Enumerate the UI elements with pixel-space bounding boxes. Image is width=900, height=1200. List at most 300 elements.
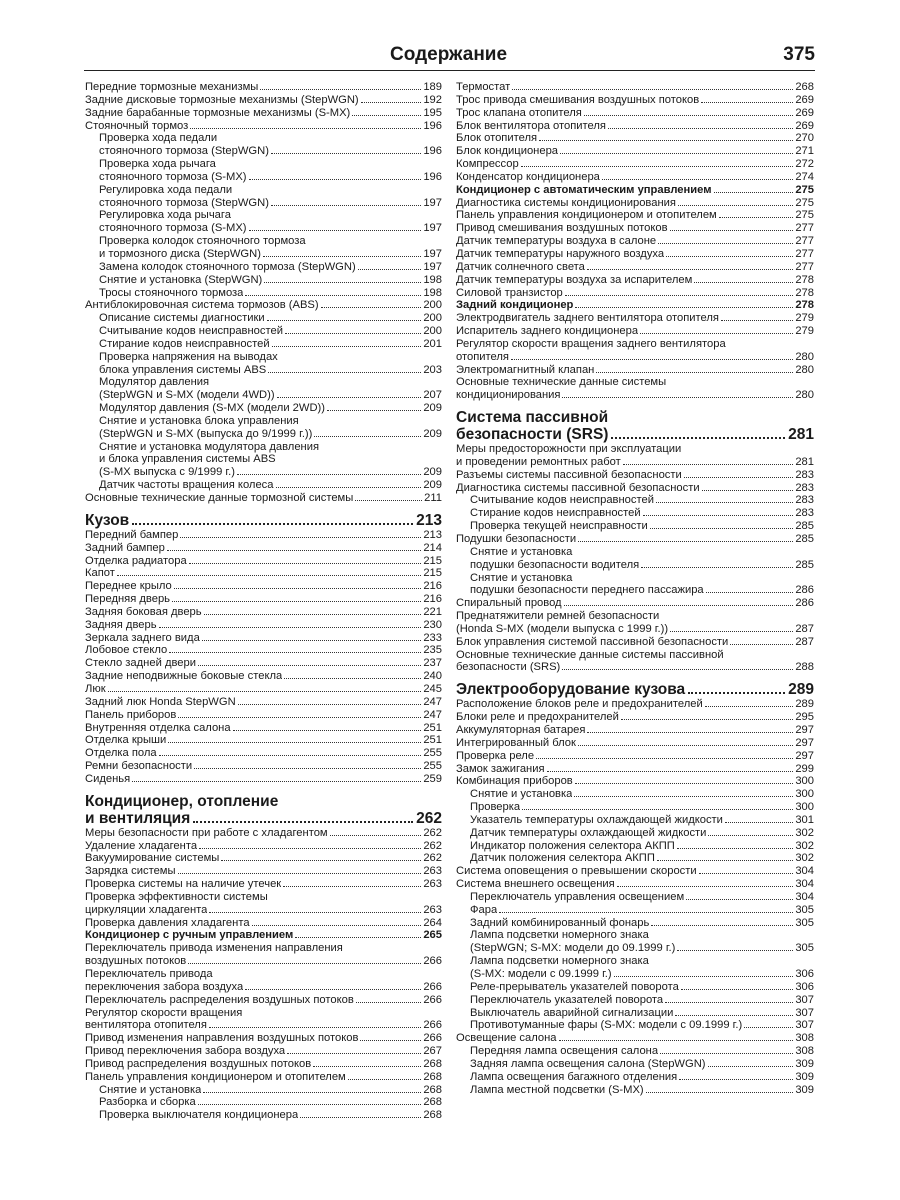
toc-entry [456,775,814,788]
dot-leader [209,912,421,913]
toc-entry-text: Снятие и установка модулятора давления [99,440,320,453]
toc-page-number: 272 [795,158,814,171]
toc-entry-title: Система оповещения о превышении скорости [456,865,697,878]
toc-entry-title: Зеркала заднего вида [85,631,200,644]
toc-page-number: 268 [423,1083,442,1096]
toc-entry-title: Внутренняя отделка салона [85,721,231,734]
dot-leader [159,627,422,628]
dot-leader [714,192,794,193]
toc-entry [85,644,442,657]
toc-entry [456,312,814,325]
toc-entry [456,107,814,120]
toc-entry-title: Задняя лампа освещения салона (StepWGN) [470,1057,706,1070]
toc-entry-title: Задние барабанные тормозные механизмы (S-MX) [85,106,351,119]
toc-entry-title: Передний бампер [85,528,179,541]
toc-entry [85,261,442,274]
toc-page-number: 304 [795,878,814,891]
toc-entry [85,747,442,760]
toc-page-number: 277 [795,247,814,260]
dot-leader [209,1027,421,1028]
dot-leader [268,372,421,373]
toc-page-number: 263 [423,878,442,891]
dot-leader [193,821,413,823]
toc-entry-title: и тормозного диска (StepWGN) [99,247,261,260]
toc-entry-title: стояночного тормоза (S-MX) [99,170,247,183]
toc-entry-title: Стекло задней двери [85,657,196,670]
toc-entry [85,722,442,735]
toc-page-number: 309 [795,1057,814,1070]
toc-entry-title: Диагностика системы кондиционирования [456,196,676,209]
toc-entry-text: и блока управления системы ABS [99,453,276,466]
toc-page-number: 200 [423,299,442,312]
toc-page-number: 262 [423,826,442,839]
toc-entry-title: Основные технические данные тормозной системы [85,492,354,504]
toc-page-number: 200 [423,312,442,325]
toc-entry-title: Конденсатор кондиционера [456,170,600,183]
toc-entry [85,840,442,853]
toc-page-number: 263 [423,865,442,878]
toc-entry-title: Передние тормозные механизмы [85,81,259,93]
toc-right-column [456,81,814,1096]
dot-leader [178,873,422,874]
toc-entry [456,994,814,1007]
toc-page-number: 233 [423,631,442,644]
dot-leader [677,950,793,951]
toc-entry [85,428,442,441]
toc-entry-title: Проверка выключателя кондиционера [99,1109,299,1122]
toc-page-number: 295 [795,711,814,724]
toc-page-number: 277 [795,260,814,273]
toc-entry [85,542,442,555]
toc-entry [456,917,814,930]
toc-page-number: 237 [423,657,442,670]
toc-page-number: 281 [788,426,814,444]
toc-entry-text: Регулятор скорости вращения [85,1006,243,1019]
toc-entry-title: (StepWGN и S-MX (модели 4WD)) [99,389,275,402]
dot-leader [705,706,794,707]
toc-entry-title: (S-MX выпуска с 9/1999 г.) [99,466,235,479]
toc-page-number: 275 [795,209,814,222]
toc-entry [456,1045,814,1058]
toc-entry-title: Проверка реле [456,749,535,762]
toc-page-number: 304 [795,865,814,878]
toc-page-number: 262 [423,852,442,865]
toc-entry-title: Вакуумирование системы [85,852,220,865]
toc-entry-title: Электродвигатель заднего вентилятора отопителя [456,312,719,325]
dot-leader [199,848,421,849]
toc-page-number: 300 [795,775,814,788]
toc-entry-title: Задняя боковая дверь [85,605,202,618]
toc-page-number: 255 [423,760,442,773]
toc-entry [85,760,442,773]
toc-entry [456,132,814,145]
toc-entry-title: (StepWGN; S-MX: модели до 09.1999 г.) [470,942,676,955]
dot-leader [327,410,421,411]
toc-entry [85,1096,442,1109]
dot-leader [522,809,793,810]
dot-leader [611,437,785,439]
toc-entry [456,724,814,737]
dot-leader [203,1092,421,1093]
toc-entry [85,389,442,402]
toc-entry [456,1032,814,1045]
toc-entry [456,737,814,750]
toc-entry-title: стояночного тормоза (StepWGN) [99,196,269,209]
toc-entry [456,559,814,572]
toc-entry [456,788,814,801]
toc-page-number: 307 [795,1006,814,1019]
dot-leader [249,230,422,231]
toc-entry [85,852,442,865]
toc-entry-title: блока управления системы ABS [99,363,267,376]
dot-leader [356,1002,422,1003]
toc-page-number: 196 [423,170,442,183]
toc-entry [85,94,442,107]
toc-page-number: 307 [795,993,814,1006]
toc-entry-title: Датчик температуры воздуха в салоне [456,235,657,248]
toc-entry-text: Модулятор давления [99,376,210,389]
toc-page-number: 265 [423,929,442,942]
toc-entry-title: Меры безопасности при работе с хладагентом [85,826,328,839]
dot-leader [204,614,422,615]
dot-leader [233,730,422,731]
toc-entry-title: Датчик положения селектора АКПП [470,852,655,865]
toc-page-number: 299 [795,762,814,775]
toc-page-number: 300 [795,788,814,801]
toc-page-number: 235 [423,644,442,657]
toc-page-number: 278 [795,299,814,312]
dot-leader [730,644,793,645]
toc-page-number: 215 [423,554,442,567]
toc-entry [85,606,442,619]
toc-entry-text: Проверка напряжения на выводах [99,350,278,363]
dot-leader [650,528,794,529]
toc-entry-title: Переключатель распределения воздушных потоков [85,993,354,1006]
toc-spacer [85,786,442,793]
toc-entry-text: Преднатяжители ремней безопасности [456,610,660,623]
toc-entry [456,482,814,495]
toc-entry-text: Снятие и установка [470,545,573,558]
toc-entry-title: Система внешнего освещения [456,878,615,891]
toc-entry [456,891,814,904]
toc-entry [85,670,442,683]
toc-page-number: 240 [423,670,442,683]
toc-entry [85,955,442,968]
dot-leader [536,758,793,759]
toc-entry-title: Аккумуляторная батарея [456,723,586,736]
dot-leader [348,1079,422,1080]
dot-leader [539,140,793,141]
toc-entry-title: вентилятора отопителя [85,1019,207,1032]
toc-entry-title: Задние неподвижные боковые стекла [85,670,283,683]
dot-leader [641,567,793,568]
dot-leader [512,89,793,90]
dot-leader [285,333,421,334]
toc-entry-title: Модулятор давления (S-MX (модели 2WD)) [99,402,325,415]
toc-entry [456,274,814,287]
toc-entry-title: Проверка давления хладагента [85,916,250,929]
toc-page-number: 266 [423,1019,442,1032]
dot-leader [643,515,794,516]
toc-page-number: 289 [788,681,814,699]
toc-page-number: 283 [795,481,814,494]
toc-page-number: 216 [423,593,442,606]
toc-entry-title: Отделка крыши [85,734,167,747]
dot-leader [547,771,794,772]
dot-leader [719,217,794,218]
toc-entry [85,619,442,632]
dot-leader [321,307,422,308]
toc-entry-title: Выключатель аварийной сигнализации [470,1006,674,1019]
toc-page-number: 251 [423,721,442,734]
dot-leader [614,976,794,977]
toc-page-number: 213 [423,528,442,541]
toc-page-number: 266 [423,955,442,968]
page-title: Содержание [390,44,508,65]
toc-entry [456,469,814,482]
toc-entry-title: Переключатель указателей поворота [470,993,664,1006]
toc-entry-title: Трос привода смешивания воздушных потоков [456,93,700,106]
dot-leader [174,588,422,589]
toc-page-number: 221 [423,605,442,618]
dot-leader [706,592,794,593]
toc-entry-title: Сиденья [85,772,131,785]
toc-section-entry [456,426,814,443]
toc-entry-text: Лампа подсветки номерного знака [470,955,649,968]
toc-section-title: Кузов [85,511,130,529]
dot-leader [314,436,421,437]
toc-page-number: 302 [795,839,814,852]
toc-page-number: 207 [423,389,442,402]
toc-entry [85,222,442,235]
header-rule [84,70,815,71]
toc-entry [85,696,442,709]
toc-entry [456,520,814,533]
toc-entry-title: Замена колодок стояночного тормоза (StepWGN) [99,260,356,273]
toc-entry [456,94,814,107]
toc-page-number: 269 [795,119,814,132]
dot-leader [656,502,793,503]
toc-page-number: 274 [795,170,814,183]
toc-entry [85,580,442,593]
dot-leader [640,333,793,334]
toc-entry [456,1019,814,1032]
toc-entry-title: подушки безопасности переднего пассажира [470,584,704,597]
toc-entry [85,555,442,568]
toc-entry-title: Задняя дверь [85,618,157,631]
toc-entry [85,364,442,377]
dot-leader [608,128,793,129]
toc-page-number: 209 [423,402,442,415]
dot-leader [702,490,794,491]
dot-leader [117,575,421,576]
dot-leader [178,717,421,718]
dot-leader [708,835,793,836]
toc-page-number: 247 [423,708,442,721]
toc-page-number: 300 [795,801,814,814]
toc-page-number: 280 [795,389,814,402]
toc-entry [85,593,442,606]
toc-entry [456,584,814,597]
dot-leader [560,153,793,154]
toc-entry-title: Переднее крыло [85,580,172,593]
toc-page-number: 197 [423,260,442,273]
toc-entry-title: Панель управления кондиционером и отопителем [456,209,717,222]
dot-leader [358,269,422,270]
toc-entry-title: Освещение салона [456,1032,557,1045]
dot-leader [658,243,793,244]
toc-page-number: 275 [795,183,814,196]
dot-leader [575,307,793,308]
toc-page-number: 286 [795,584,814,597]
toc-entry-title: Панель управления кондиционером и отопителем [85,1070,346,1083]
toc-page-number: 275 [795,196,814,209]
toc-entry [85,827,442,840]
toc-entry [456,145,814,158]
toc-entry-title: Проверка текущей неисправности [470,520,648,533]
toc-entry-title: Снятие и установка [470,788,573,801]
toc-page-number: 245 [423,682,442,695]
dot-leader [245,295,421,296]
toc-entry [456,81,814,94]
toc-entry [85,529,442,542]
dot-leader [584,115,793,116]
toc-page-number: 198 [423,286,442,299]
toc-page-number: 255 [423,747,442,760]
toc-entry [456,840,814,853]
toc-page-number: 309 [795,1083,814,1096]
toc-page-number: 215 [423,567,442,580]
dot-leader [688,692,785,694]
toc-entry-title: циркуляции хладагента [85,903,208,916]
toc-entry [85,709,442,722]
toc-entry-title: Привод переключения забора воздуха [85,1045,286,1058]
toc-entry [456,209,814,222]
toc-page-number: 297 [795,723,814,736]
toc-section-title: Электрооборудование кузова [456,681,686,699]
toc-entry [85,197,442,210]
toc-page-number: 308 [795,1045,814,1058]
toc-page-number: 209 [423,427,442,440]
toc-entry-title: Считывание кодов неисправностей [99,325,283,338]
dot-leader [587,269,793,270]
toc-entry-title: безопасности (SRS) [456,661,561,674]
toc-entry [85,632,442,645]
toc-entry [456,1007,814,1020]
toc-entry [456,711,814,724]
toc-entry [456,325,814,338]
dot-leader [521,166,794,167]
toc-page-number: 192 [423,93,442,106]
toc-entry [456,389,814,402]
toc-page-number: 283 [795,507,814,520]
toc-page-number: 213 [416,511,442,529]
toc-entry [85,171,442,184]
toc-page-number: 268 [795,81,814,93]
dot-leader [169,652,421,653]
toc-page-number: 277 [795,235,814,248]
toc-entry-title: Расположение блоков реле и предохранителей [456,698,703,711]
toc-page-number: 289 [795,698,814,711]
toc-page-number: 287 [795,635,814,648]
dot-leader [252,925,422,926]
toc-entry-title: Комбинация приборов [456,775,573,788]
dot-leader [172,601,421,602]
toc-entry [456,287,814,300]
toc-entry-title: Стояночный тормоз [85,119,189,132]
toc-entry [85,1071,442,1084]
toc-page-number: 214 [423,541,442,554]
toc-entry-title: Интегрированный блок [456,736,576,749]
toc-entry-title: Датчик частоты вращения колеса [99,479,274,492]
toc-spacer [456,402,814,409]
toc-entry-title: Лампа освещения багажного отделения [470,1070,678,1083]
toc-page-number: 251 [423,734,442,747]
toc-entry-title: Люк [85,682,106,695]
toc-entry [456,507,814,520]
toc-entry [456,158,814,171]
toc-entry [85,734,442,747]
toc-page-number: 195 [423,106,442,119]
toc-entry [85,865,442,878]
toc-entry-title: стояночного тормоза (StepWGN) [99,145,269,158]
toc-entry [456,222,814,235]
toc-entry [456,351,814,364]
toc-page-number: 268 [423,1070,442,1083]
dot-leader [621,719,794,720]
toc-entry-title: Испаритель заднего кондиционера [456,325,639,338]
toc-entry [85,287,442,300]
dot-leader [564,605,794,606]
toc-entry-title: Электромагнитный клапан [456,363,595,376]
dot-leader [684,477,794,478]
toc-entry [456,456,814,469]
toc-entry [85,402,442,415]
dot-leader [167,550,421,551]
toc-entry [456,763,814,776]
toc-entry [456,235,814,248]
toc-page-number: 281 [795,455,814,468]
dot-leader [330,835,422,836]
toc-entry-title: Датчик температуры охлаждающей жидкости [470,826,707,839]
toc-entry-title: воздушных потоков [85,955,187,968]
toc-page-number: 283 [795,468,814,481]
toc-entry [456,261,814,274]
toc-entry-title: Проверка системы на наличие утечек [85,878,282,891]
dot-leader [602,179,793,180]
dot-leader [271,153,421,154]
dot-leader [267,320,422,321]
dot-leader [132,523,413,525]
toc-entry-title: Лобовое стекло [85,644,168,657]
dot-leader [272,346,422,347]
toc-page-number: 286 [795,597,814,610]
toc-page-number: 302 [795,826,814,839]
toc-entry-title: Считывание кодов неисправностей [470,494,654,507]
toc-entry [456,623,814,636]
toc-entry [456,904,814,917]
toc-entry-title: Блок отопителя [456,132,538,145]
toc-entry [456,636,814,649]
toc-entry-title: Описание системы диагностики [99,312,265,325]
toc-entry-title: Переключатель управления освещением [470,890,685,903]
toc-entry [456,1058,814,1071]
toc-entry-title: Противотуманные фары (S-MX: модели с 09.1999 г.) [470,1019,743,1032]
toc-page-number: 259 [423,772,442,785]
toc-entry-title: стояночного тормоза (S-MX) [99,222,247,235]
dot-leader [313,1066,421,1067]
toc-entry-text: Регулировка хода педали [99,183,233,196]
